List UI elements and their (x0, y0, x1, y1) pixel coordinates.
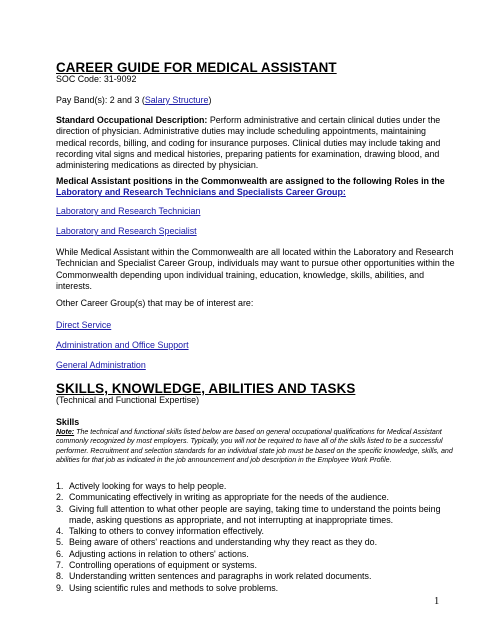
list-item: 8. Understanding written sentences and paragraphs in work related documents. (56, 571, 372, 582)
description-label: Standard Occupational Description: (56, 115, 208, 125)
other-group-item (56, 360, 456, 371)
skill-text: Being aware of others' reactions and understanding why they react as they do. (69, 537, 378, 548)
note-text: The technical and functional skills listed below are based on general occupational qualifications for Medical Assistant commonly recognized by most employers. Typically, you will not be required to have all of the skills listed to be a successful performer. Recruitment and selection standards for an individual state job must be based on the specific knowledge, skills, and abilities for that job as indicated in the job announcement and job description in the Employee Work Profile. (56, 428, 453, 465)
other-groups-label: Other Career Group(s) that may be of interest are: (56, 298, 254, 308)
pay-band-text: Pay Band(s): 2 and 3 ( (56, 95, 145, 105)
list-item: 6. Adjusting actions in relation to others' actions. (56, 548, 249, 559)
lab-research-technician-link[interactable]: Laboratory and Research Technician (56, 206, 201, 216)
general-administration-link[interactable]: General Administration (56, 360, 146, 370)
skills-heading: Skills (56, 417, 80, 427)
administration-office-support-link[interactable]: Administration and Office Support (56, 340, 189, 350)
soc-code: SOC Code: 31-9092 (56, 74, 137, 84)
description-text: Perform administrative and certain clinical duties under the direction of physician. Administrative duties may include scheduling appointments, maintaining medical records, billing, and coding for insurance purposes. Clinical duties may include taking and recording vital signs and medical histories, preparing patients for examination, drawing blood, and administering medications as directed by physician. (56, 115, 441, 171)
role-item (56, 206, 456, 217)
salary-structure-link[interactable]: Salary Structure (144, 95, 209, 105)
page-number: 1 (434, 596, 440, 607)
role-item (56, 226, 456, 237)
skill-text: Adjusting actions in relation to others' actions. (69, 548, 249, 559)
list-item: 4. Talking to others to convey information effectively. (56, 526, 265, 537)
skill-text: Understanding written sentences and paragraphs in work related documents. (69, 571, 372, 582)
career-group-link[interactable]: Laboratory and Research Technicians and Specialists Career Group: (56, 187, 346, 198)
list-item: 1. Actively looking for ways to help people. (56, 481, 227, 491)
skill-text: Communicating effectively in writing as appropriate for the needs of the audience. (69, 492, 390, 503)
mobility-paragraph: While Medical Assistant within the Commonwealth are all located within the Laboratory and Research Technician and Specialist Career Group, individuals may want to pursue other opportunities within the Commonwealth depending upon individual training, education, knowledge, skills, abilities, and interests. (56, 247, 455, 291)
list-item: 5. Being aware of others' reactions and understanding why they react as they do. (56, 537, 378, 548)
lab-research-specialist-link[interactable]: Laboratory and Research Specialist (56, 226, 197, 236)
roles-intro (56, 176, 456, 199)
skill-text: Talking to others to convey information effectively. (69, 526, 265, 537)
occupational-description (56, 115, 456, 171)
list-item: 3. Giving full attention to what other people are saying, taking time to understand the points being made, asking questions as appropriate, and not interrupting at inappropriate times. (56, 503, 441, 525)
list-item: 7. Controlling operations of equipment or systems. (56, 560, 257, 571)
roles-intro-text: Medical Assistant positions in the Commonwealth are assigned to the following Roles in the (56, 176, 445, 186)
section-subtitle: (Technical and Functional Expertise) (56, 395, 200, 405)
other-group-item (56, 340, 456, 351)
other-group-item (56, 320, 456, 331)
skill-text: Using scientific rules and methods to solve problems. (69, 582, 279, 593)
skill-text: Actively looking for ways to help people. (69, 481, 227, 491)
section-title: SKILLS, KNOWLEDGE, ABILITIES AND TASKS (56, 381, 356, 396)
list-item: 9. Using scientific rules and methods to solve problems. (56, 582, 279, 593)
direct-service-link[interactable]: Direct Service (56, 320, 112, 330)
pay-band-close: ) (208, 95, 212, 105)
skill-text: Controlling operations of equipment or systems. (69, 560, 257, 571)
pay-band-line (56, 95, 456, 106)
skills-note (56, 428, 456, 466)
note-label: Note: (56, 428, 75, 436)
list-item: 2. Communicating effectively in writing as appropriate for the needs of the audience. (56, 492, 390, 503)
page-title: CAREER GUIDE FOR MEDICAL ASSISTANT (56, 60, 337, 75)
skill-text: Giving full attention to what other people are saying, taking time to understand the points being made, asking questions as appropriate, and not interrupting at inappropriate times. (69, 503, 441, 525)
skills-list (56, 481, 456, 594)
